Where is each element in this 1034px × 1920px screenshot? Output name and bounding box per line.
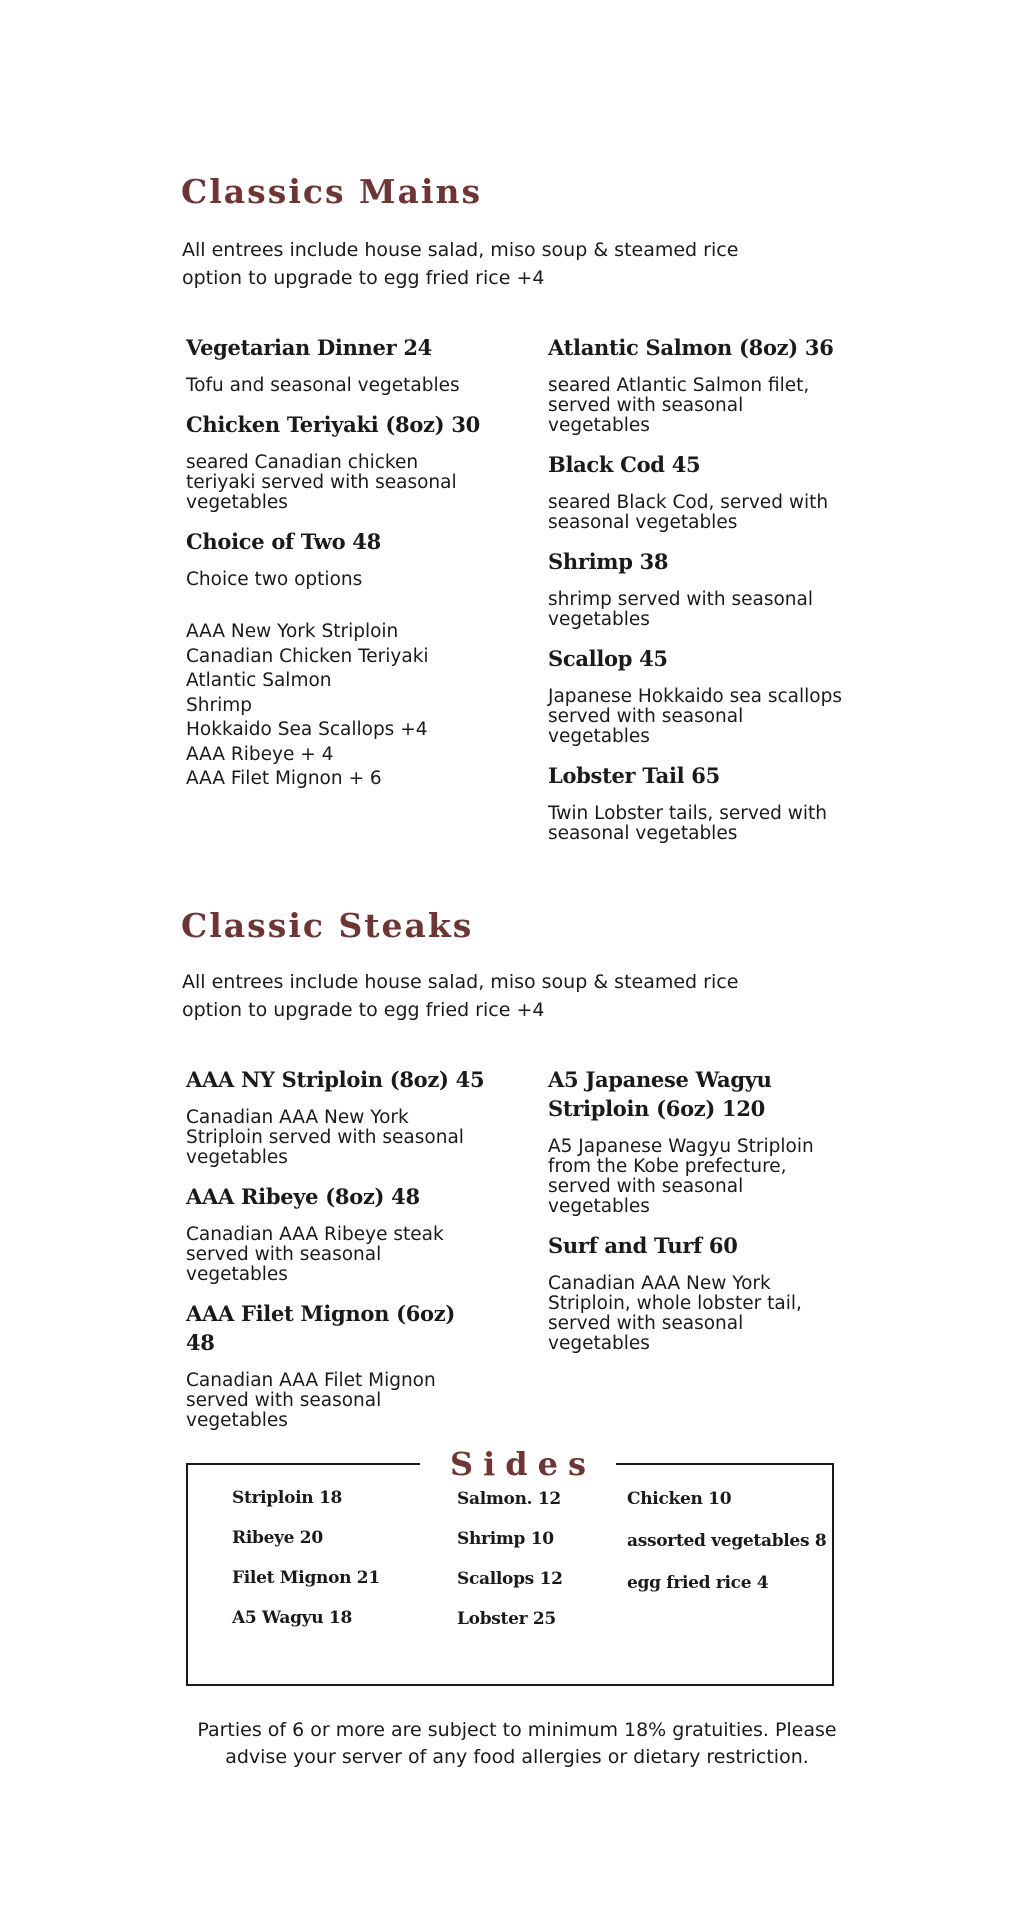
choice-option: Canadian Chicken Teriyaki — [186, 645, 429, 667]
mains-intro-line2: option to upgrade to egg fried rice +4 — [182, 267, 545, 289]
sides-column-1 — [232, 1488, 380, 1648]
steaks-intro-line2: option to upgrade to egg fried rice +4 — [182, 999, 545, 1021]
mains-title: Classics Mains — [181, 172, 483, 211]
menu-item-shrimp — [548, 547, 848, 630]
sides-column-3 — [627, 1489, 826, 1615]
side-item: Filet Mignon 21 — [232, 1568, 380, 1588]
item-name: Black Cod 45 — [548, 452, 701, 477]
mains-intro — [182, 236, 802, 292]
sides-title: Sides — [420, 1442, 616, 1486]
steaks-title: Classic Steaks — [181, 906, 474, 945]
item-description: Tofu and seasonal vegetables — [186, 375, 460, 396]
menu-item-lobster-tail — [548, 761, 848, 844]
item-name: Atlantic Salmon (8oz) 36 — [548, 335, 834, 360]
item-name: AAA NY Striploin (8oz) 45 — [186, 1067, 485, 1092]
item-description: Japanese Hokkaido sea scallops served with seasonal vegetables — [548, 686, 842, 747]
item-name: Scallop 45 — [548, 646, 668, 671]
item-name: Shrimp 38 — [548, 549, 669, 574]
side-item: Scallops 12 — [457, 1569, 563, 1589]
choice-option: AAA Ribeye + 4 — [186, 743, 334, 765]
menu-item-chicken-teriyaki — [186, 410, 486, 513]
item-description: Canadian AAA Ribeye steak served with seasonal vegetables — [186, 1224, 444, 1285]
item-description: seared Canadian chicken teriyaki served with seasonal vegetables — [186, 452, 457, 513]
item-description: seared Atlantic Salmon filet, served with seasonal vegetables — [548, 375, 810, 436]
item-name: Lobster Tail 65 — [548, 763, 720, 788]
choice-option: Hokkaido Sea Scallops +4 — [186, 719, 428, 740]
choice-option: AAA Filet Mignon + 6 — [186, 768, 382, 789]
side-item: Salmon. 12 — [457, 1489, 561, 1509]
side-item: Ribeye 20 — [232, 1528, 323, 1548]
side-item: Striploin 18 — [232, 1488, 343, 1508]
menu-item-black-cod — [548, 450, 848, 533]
choice-option: Atlantic Salmon — [186, 670, 332, 691]
side-item: egg fried rice 4 — [627, 1573, 769, 1593]
side-item: Chicken 10 — [627, 1489, 732, 1509]
item-description: shrimp served with seasonal vegetables — [548, 589, 813, 630]
item-name: Chicken Teriyaki (8oz) 30 — [186, 412, 480, 437]
footer-line1: Parties of 6 or more are subject to minimum 18% gratuities. Please — [197, 1719, 837, 1741]
menu-item-a5-wagyu — [548, 1065, 838, 1217]
item-description: Canadian AAA New York Striploin served with seasonal vegetables — [186, 1107, 464, 1168]
footer-notice — [150, 1717, 884, 1771]
item-description: Twin Lobster tails, served with seasonal vegetables — [548, 803, 828, 844]
item-name: Choice of Two 48 — [186, 529, 381, 554]
menu-item-ribeye — [186, 1182, 486, 1285]
item-name: AAA Ribeye (8oz) 48 — [186, 1184, 420, 1209]
item-name: A5 Japanese Wagyu Striploin (6oz) 120 — [548, 1067, 772, 1121]
menu-item-filet-mignon — [186, 1299, 486, 1431]
steaks-right-column — [548, 1065, 838, 1354]
item-name: AAA Filet Mignon (6oz) 48 — [186, 1301, 456, 1355]
menu-item-choice-of-two — [186, 527, 486, 590]
steaks-intro-line1: All entrees include house salad, miso soup & steamed rice — [182, 971, 739, 993]
side-item: A5 Wagyu 18 — [232, 1608, 352, 1628]
menu-item-scallop — [548, 644, 848, 747]
sides-column-2 — [457, 1489, 563, 1649]
choice-options-list — [186, 620, 486, 792]
steaks-left-column — [186, 1065, 486, 1431]
item-name: Vegetarian Dinner 24 — [186, 335, 432, 360]
item-description: Canadian AAA New York Striploin, whole lobster tail, served with seasonal vegetables — [548, 1273, 802, 1354]
steaks-intro — [182, 968, 802, 1024]
item-description: seared Black Cod, served with seasonal vegetables — [548, 492, 829, 533]
item-name: Surf and Turf 60 — [548, 1233, 738, 1258]
mains-left-column — [186, 333, 486, 792]
mains-intro-line1: All entrees include house salad, miso soup & steamed rice — [182, 239, 739, 261]
item-description: A5 Japanese Wagyu Striploin from the Kobe prefecture, served with seasonal vegetables — [548, 1136, 814, 1217]
footer-line2: advise your server of any food allergies or dietary restriction. — [225, 1746, 809, 1768]
menu-item-ny-striploin — [186, 1065, 486, 1168]
item-description: Canadian AAA Filet Mignon served with seasonal vegetables — [186, 1370, 436, 1431]
menu-item-atlantic-salmon — [548, 333, 848, 436]
choice-option: Shrimp — [186, 694, 252, 716]
side-item: Lobster 25 — [457, 1609, 556, 1629]
mains-right-column — [548, 333, 848, 844]
menu-item-surf-and-turf — [548, 1231, 838, 1354]
menu-item-vegetarian-dinner — [186, 333, 486, 396]
choice-option: AAA New York Striploin — [186, 621, 399, 642]
item-description: Choice two options — [186, 569, 363, 590]
side-item: assorted vegetables 8 — [627, 1531, 827, 1551]
side-item: Shrimp 10 — [457, 1529, 554, 1549]
